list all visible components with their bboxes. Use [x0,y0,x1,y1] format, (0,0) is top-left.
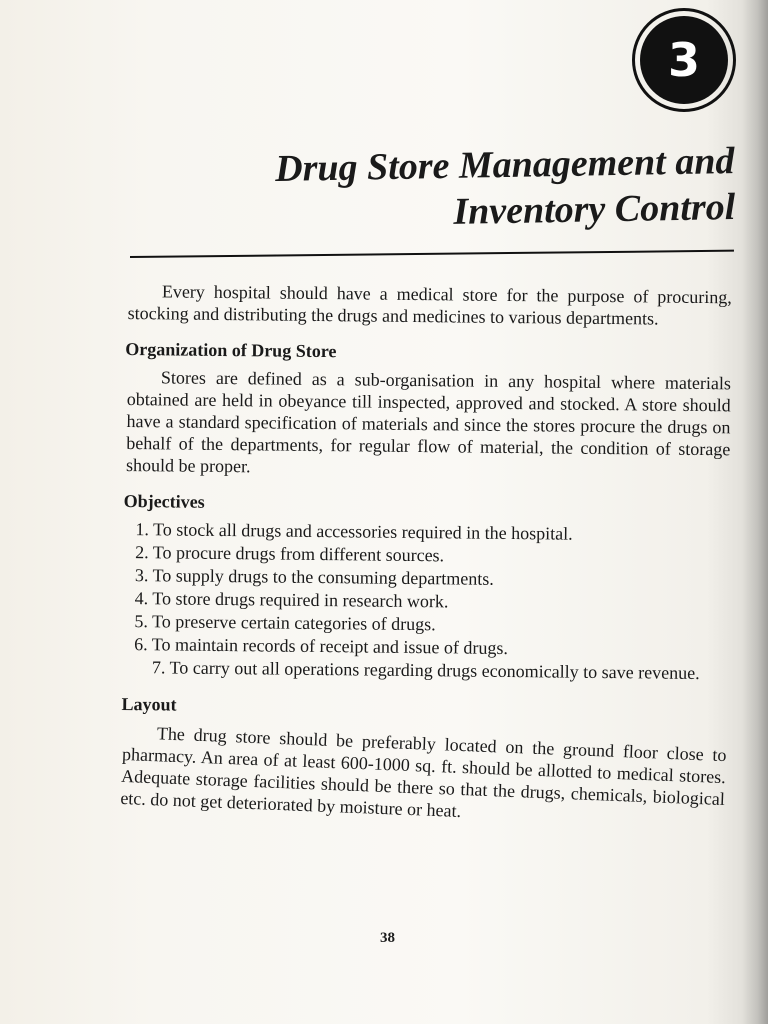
list-item: 4. To store drugs required in research work. [134,588,449,612]
list-item: 3. To supply drugs to the consuming departments. [134,565,494,589]
chapter-number-badge [632,8,736,112]
chapter-body [120,280,732,821]
list-item: 7. To carry out all operations regarding drugs economically to save revenue. [151,657,700,684]
organization-paragraph: Stores are defined as a sub-organisation in any hospital where materials obtained are held in obeyance till inspected, approved and stocked. A store should have a standard specification of materials and since the stores procure the drugs on behalf of the departments, for regular flow of material, the condition of storage should be proper. [125,367,732,477]
list-item: 6. To maintain records of receipt and issue of drugs. [134,634,509,658]
list-item: 2. To procure drugs from different sources. [135,542,445,566]
chapter-title [114,138,736,241]
title-divider [130,250,734,258]
intro-paragraph: Every hospital should have a medical store for the purpose of procuring, stocking and distributing the drugs and medicines to various departments. [127,281,732,329]
objectives-list [124,518,730,685]
list-item: 5. To preserve certain categories of drugs. [134,611,436,635]
chapter-title-line-1: Drug Store Management and [274,139,735,191]
chapter-number: 3 [640,16,728,104]
layout-paragraph: The drug store should be preferably located on the ground floor close to pharmacy. An area of at least 600-1000 sq. ft. should be allotted to medical stores. Adequate storage facilities should be there so that the drugs, chemicals, biological etc. do not get deteriorated by moisture or heat. [120,723,727,821]
section-heading-layout: Layout [121,693,177,715]
section-heading-organization: Organization of Drug Store [125,338,337,362]
page-number: 38 [380,930,395,946]
page-edge-shadow [742,0,768,1024]
section-heading-objectives: Objectives [123,490,205,512]
list-item: 1. To stock all drugs and accessories required in the hospital. [135,519,573,544]
chapter-title-line-2: Inventory Control [452,185,736,233]
